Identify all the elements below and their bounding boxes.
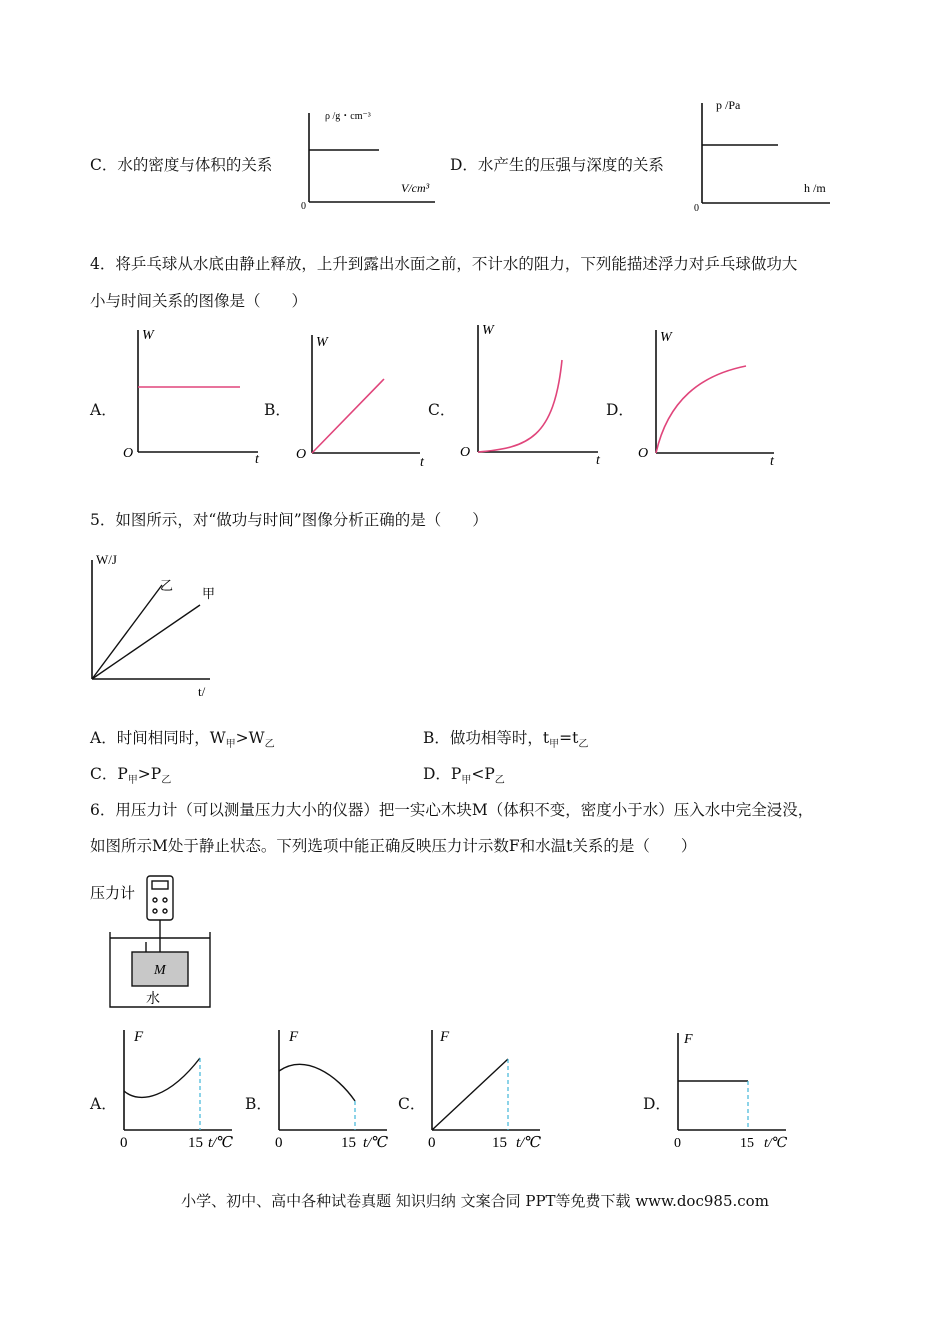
q6-graph-b [265, 1025, 405, 1155]
q4-stem-line2: 小与时间关系的图像是（ ） [90, 292, 308, 310]
q5-option-d: D．$P_甲<P_乙$ [423, 765, 505, 787]
q4-option-c: C． [428, 401, 456, 419]
q6c-x: t/℃ [516, 1135, 542, 1151]
q3c-ylabel: ρ /g・cm⁻³ [325, 111, 371, 122]
q4-graph-b [292, 330, 442, 470]
q4-stem-line1: 4．将乒乓球从水底由静止释放，上升到露出水面之前，不计水的阻力，下列能描述浮力对乒乓球做功大 [90, 255, 798, 273]
q6b-y: F [289, 1029, 299, 1045]
q6b-origin: 0 [275, 1135, 283, 1151]
q5-line2-label: 甲 [202, 586, 216, 601]
q6c-tick: 15 [492, 1135, 507, 1151]
q4a-o: O [123, 446, 134, 461]
q5-ylabel: W/J [96, 552, 117, 567]
q6-graph-a [110, 1025, 250, 1155]
q3-option-c: C．水的密度与体积的关系 [90, 156, 273, 174]
q6-option-b: B． [245, 1095, 272, 1113]
pressure-meter [147, 876, 173, 920]
q6a-y: F [134, 1029, 144, 1045]
q6c-origin: 0 [428, 1135, 436, 1151]
q4-graph-a [118, 325, 268, 465]
q4-option-d: D． [606, 401, 634, 419]
q5-option-c: C．$P_甲>P_乙$ [90, 765, 172, 787]
q6-stem-line1: 6．用压力计（可以测量压力大小的仪器）把一实心木块M（体积不变，密度小于水）压入水中完全浸没， [90, 801, 814, 819]
q3c-xlabel: V/cm³ [401, 181, 430, 195]
page-footer: 小学、初中、高中各种试卷真题 知识归纳 文案合同 PPT等免费下载 www.doc985.com [181, 1192, 769, 1210]
q6-graph-c [418, 1025, 558, 1155]
q5-line1-label: 乙 [160, 578, 174, 593]
q4b-x: t [420, 455, 424, 470]
q5-xlabel: t/ [198, 684, 206, 699]
q6a-origin: 0 [120, 1135, 128, 1151]
q3-graph-c [295, 105, 445, 215]
q3c-origin: 0 [301, 201, 306, 212]
q6a-tick: 15 [188, 1135, 203, 1151]
q6b-tick: 15 [341, 1135, 356, 1151]
q4-graph-d [636, 325, 796, 470]
q6-option-a: A． [90, 1095, 117, 1113]
q3-option-d: D．水产生的压强与深度的关系 [450, 156, 664, 174]
q6d-x: t/℃ [764, 1136, 788, 1151]
q6d-y: F [684, 1032, 693, 1047]
q3-graph-d [690, 95, 840, 215]
q4d-y: W [660, 330, 672, 345]
q5-stem: 5．如图所示，对“做功与时间”图像分析正确的是（ ） [90, 511, 488, 529]
q6b-x: t/℃ [363, 1135, 389, 1151]
q4-graph-c [458, 320, 618, 470]
q5-graph [88, 550, 238, 700]
q6c-y: F [440, 1029, 450, 1045]
q6-option-d: D． [643, 1095, 671, 1113]
q4b-y: W [316, 335, 328, 350]
q6-apparatus [90, 872, 230, 1012]
q3d-xlabel: h /m [804, 181, 826, 195]
q6d-origin: 0 [674, 1136, 681, 1151]
q3d-origin: 0 [694, 203, 699, 214]
q6-stem-line2: 如图所示M处于静止状态。下列选项中能正确反映压力计示数F和水温t关系的是（ ） [90, 837, 697, 855]
q6-option-c: C． [398, 1095, 426, 1113]
q6d-tick: 15 [740, 1136, 754, 1151]
q3d-ylabel: p /Pa [716, 98, 741, 112]
q6-graph-d [664, 1025, 804, 1155]
q4a-y: W [142, 328, 154, 343]
q6a-x: t/℃ [208, 1135, 234, 1151]
q4d-x: t [770, 454, 774, 469]
q6-device-label: 压力计 [90, 886, 136, 902]
q4b-o: O [296, 447, 307, 462]
q5-option-a: A．时间相同时，$W_甲>W_乙$ [90, 729, 275, 751]
q6-block-label: M [154, 963, 166, 978]
q6-water-label: 水 [146, 992, 160, 1007]
q4-option-b: B． [264, 401, 291, 419]
q4c-o: O [460, 445, 471, 460]
q4a-x: t [255, 452, 259, 467]
q4c-y: W [482, 323, 494, 338]
q4-option-a: A． [90, 401, 117, 419]
q4c-x: t [596, 453, 600, 468]
q4d-o: O [638, 446, 649, 461]
q5-option-b: B．做功相等时，$t_甲=t_乙$ [423, 729, 589, 751]
